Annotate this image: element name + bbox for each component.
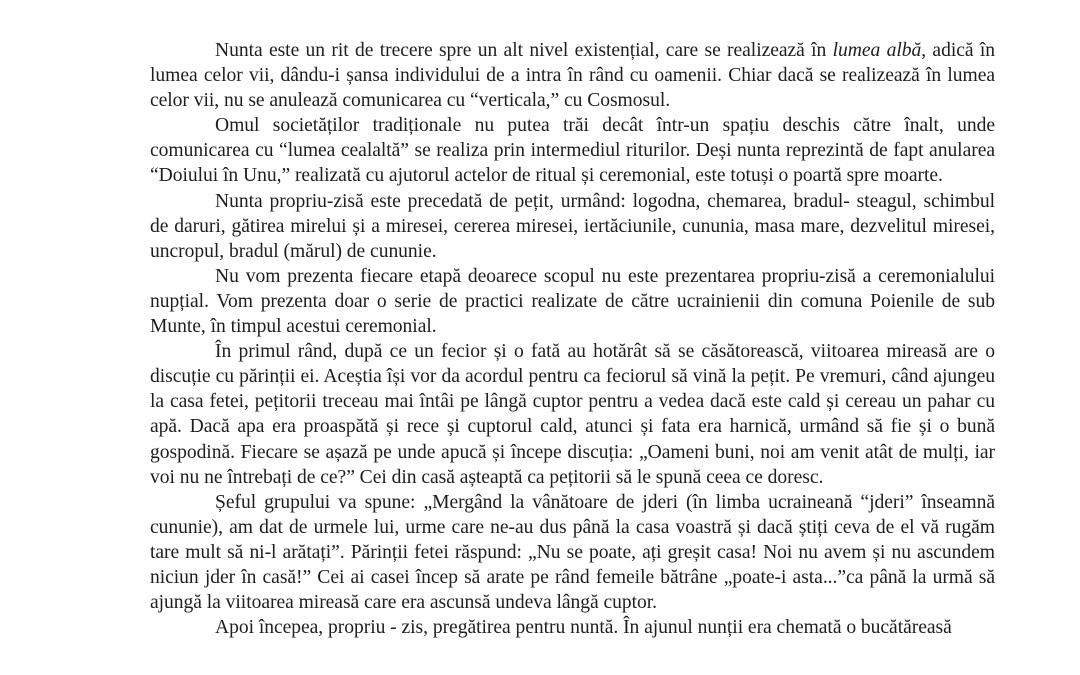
paragraph-5: În primul rând, după ce un fecior și o fată au hotărât să se căsătorească, viitoarea mireasă are o discuție cu părinții ei. Aceștia își vor da acordul pentru ca feciorul să vină la pețit. Pe vremuri, când ajungeu la casa fetei, pețitorii treceau mai întâi pe lângă cuptor pentru a vedea dacă este cald și cereau un pahar cu apă. Dacă apa era proaspătă și rece și cuptorul cald, atunci și fata era harnică, urmând să fie și o bună gospodină. Fiecare se așază pe unde apucă și începe discuția: „Oameni buni, noi am venit atât de mulți, iar voi nu ne întrebați de ce?” Cei din casă așteaptă ca pețitorii să le spună ceea ce doresc. [150, 341, 995, 488]
paragraph-1-text-end: , adică în lumea celor vii, dându-i șansa individului de a intra în rând cu oamenii. Chiar dacă se realizează în lumea celor vii, nu se anulează comunicarea cu “verticala,” cu Cosmosul. [150, 40, 995, 112]
paragraph-6: Șeful grupului va spune: „Mergând la vânătoare de jderi (în limba ucraineană “jderi” înseamnă cununie), am dat de urmele lui, urme care ne-au dus până la casa voastră și dacă știți ceva de el vă rugăm tare mult să ni-l arătați”. Părinții fetei răspund: „Nu se poate, ați greșit casa! Noi nu avem și nu ascundem niciun jder în casă!” Cei ai casei încep să arate pe rând femeile bătrâne „poate-i asta...”ca până la urmă să ajungă la viitoarea mireasă care era ascunsă undeva lângă cuptor. [150, 491, 995, 614]
paragraph-1-italic-phrase: lumea albă [832, 40, 922, 61]
paragraph-3: Nunta propriu-zisă este precedată de pețit, urmând: logodna, chemarea, bradul- steagul, schimbul de daruri, gătirea mirelui și a miresei, cererea miresei, iertăciunile, cununia, masa mare, dezvelitul miresei, uncropul, bradul (mărul) de cununie. [150, 190, 995, 262]
document-page [150, 38, 995, 640]
paragraph-1 [150, 38, 995, 113]
paragraph-7: Apoi începea, propriu - zis, pregătirea pentru nuntă. În ajunul nunții era chemată o bucătăreasă [215, 617, 952, 639]
paragraph-2: Omul societăților tradiționale nu putea trăi decât într-un spațiu deschis către înalt, unde comunicarea cu “lumea cealaltă” se realiza prin intermediul riturilor. Deși nunta reprezintă de fapt anularea “Doiului în Unu,” realizată cu ajutorul actelor de ritual și ceremonial, este totuși o poartă spre moarte. [150, 115, 995, 187]
paragraph-4: Nu vom prezenta fiecare etapă deoarece scopul nu este prezentarea propriu-zisă a ceremonialului nupțial. Vom prezenta doar o serie de practici realizate de către ucrainienii din comuna Poienile de sub Munte, în timpul acestui ceremonial. [150, 265, 995, 338]
paragraph-1-text-start: Nunta este un rit de trecere spre un alt nivel existențial, care se realizează în [215, 40, 833, 61]
